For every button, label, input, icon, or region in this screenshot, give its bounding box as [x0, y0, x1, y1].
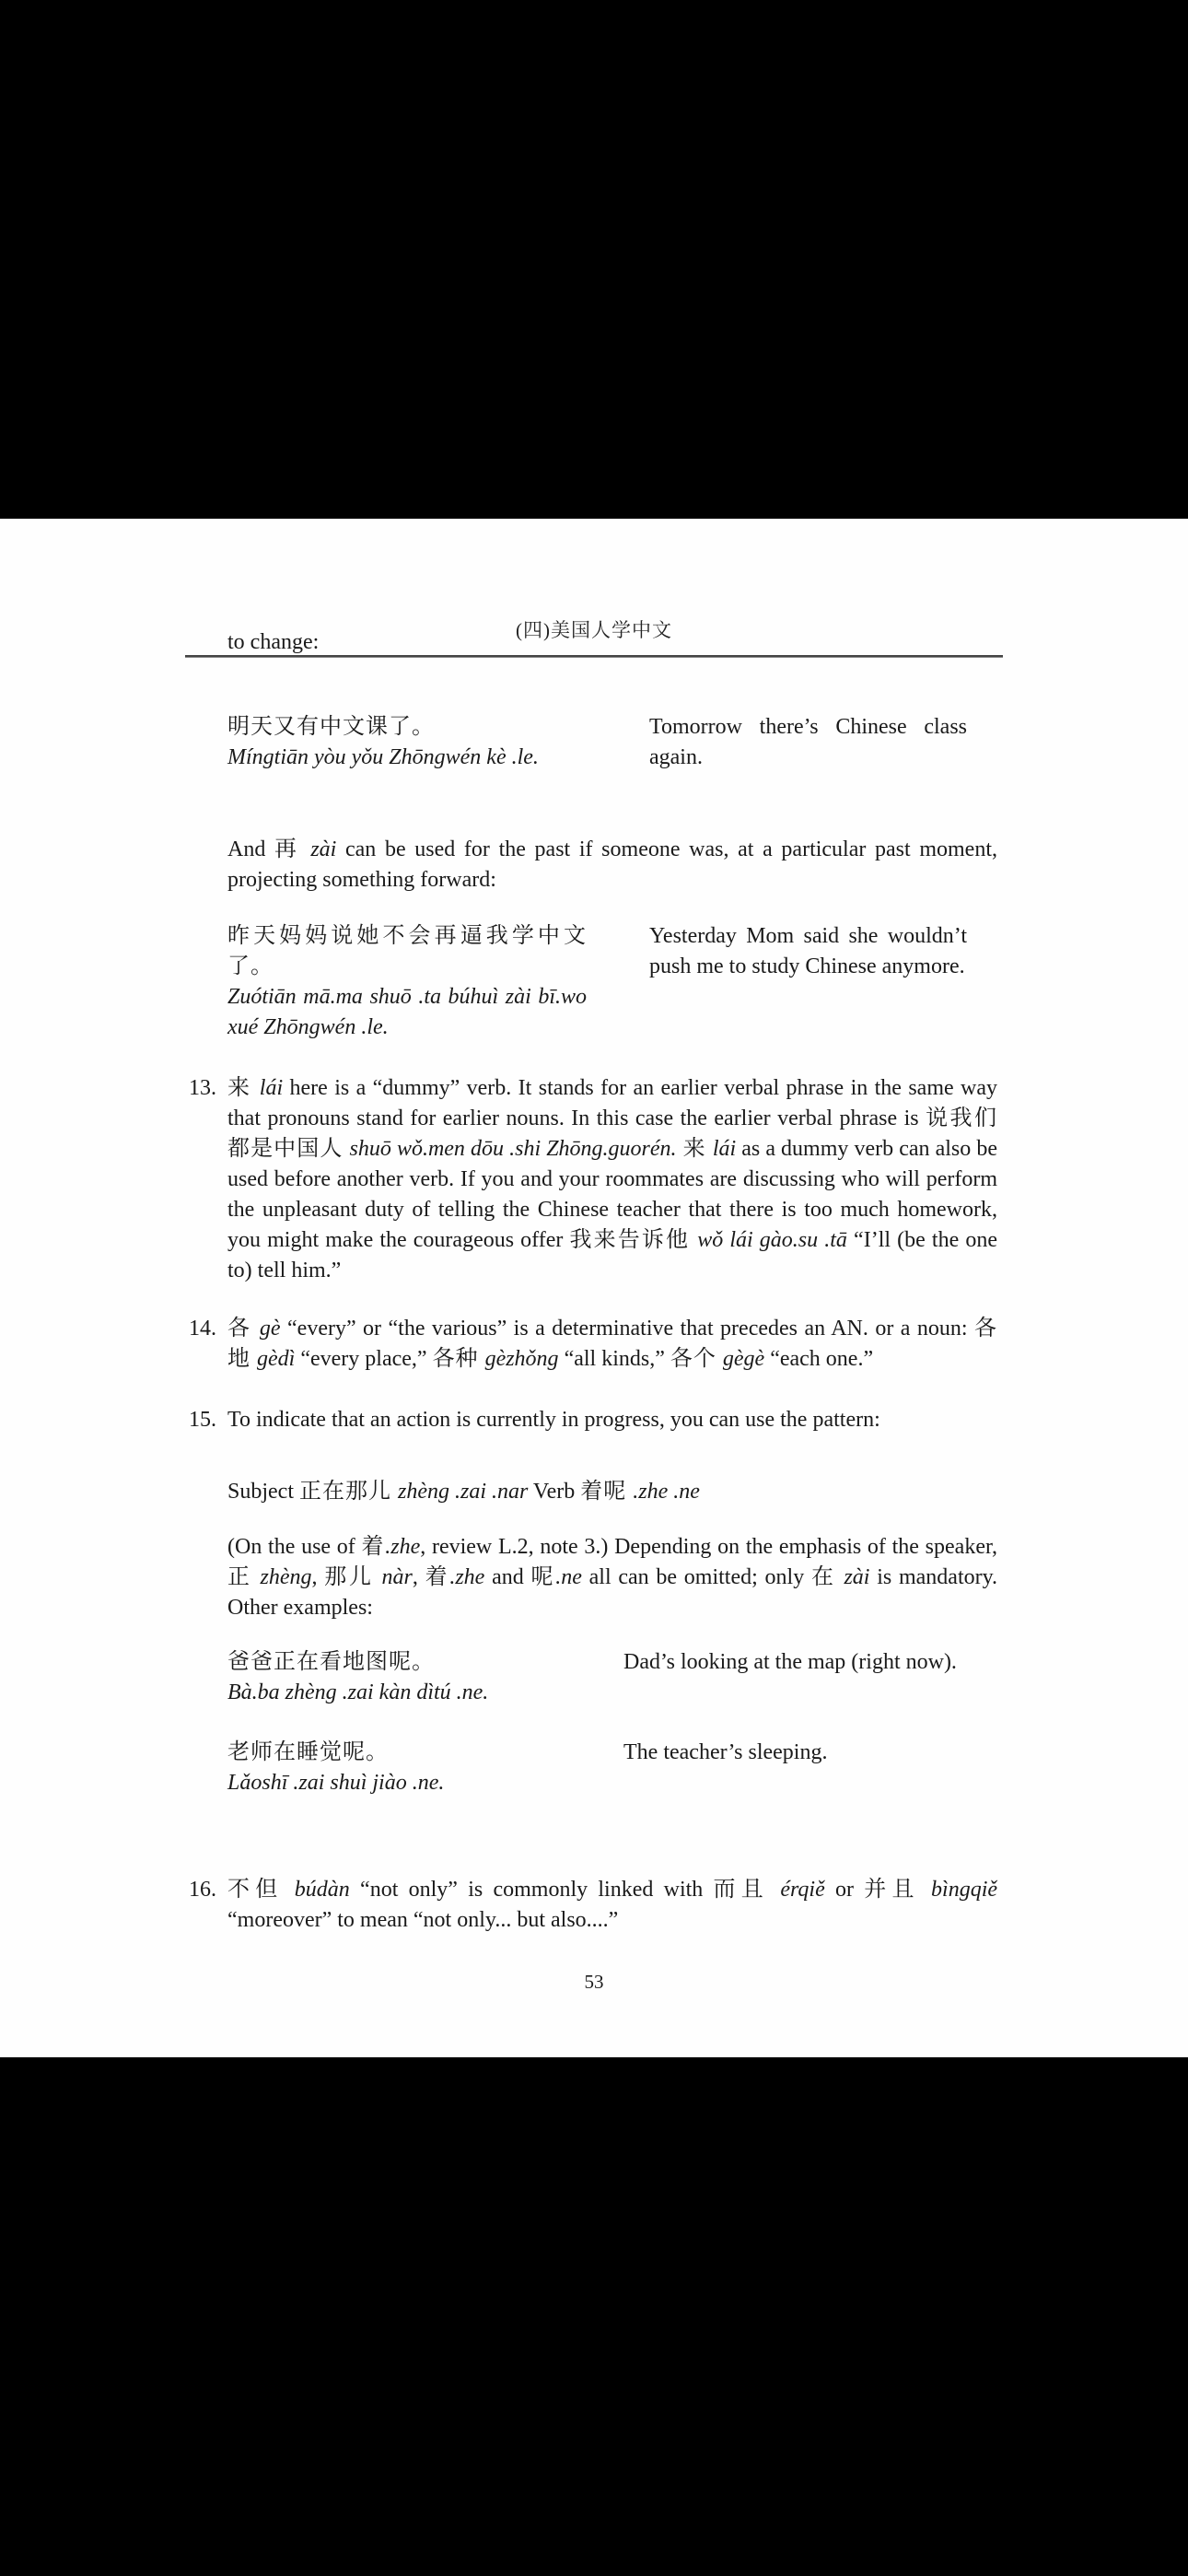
hanzi-run: 说我们都是中国人: [227, 1107, 997, 1161]
pinyin-run: shuō wǒ.men dōu .shi Zhōng.guorén.: [349, 1137, 677, 1161]
note-13-body: [227, 1073, 997, 1286]
text-run: “not only” is commonly linked with: [349, 1878, 714, 1902]
text-run: Verb: [528, 1480, 581, 1504]
hanzi-run: 不但: [227, 1878, 295, 1902]
text-run: “every” or “the various” is a determinative that precedes an AN. or a noun:: [280, 1317, 974, 1341]
pinyin-run: gè: [259, 1317, 281, 1341]
pinyin-run: .ne: [555, 1565, 582, 1589]
note-14-body: [227, 1314, 997, 1375]
hanzi-run: 我来告诉他: [569, 1228, 698, 1252]
hanzi-run: 着: [361, 1535, 386, 1559]
note-15-number: 15.: [189, 1408, 216, 1432]
continuation-text: to change:: [227, 630, 320, 654]
example-4-english: The teacher’s sleeping.: [623, 1740, 828, 1764]
text-run: “each one.”: [764, 1347, 874, 1371]
pinyin-run: érqiě: [780, 1878, 825, 1902]
hanzi-run: 各个: [670, 1347, 723, 1371]
text-run: Subject: [227, 1480, 299, 1504]
text-run: “every place,”: [295, 1347, 433, 1371]
pinyin-run: zhèng .zai .nar: [398, 1480, 529, 1504]
hanzi-run: 着呢: [580, 1480, 634, 1504]
example-1-english: Tomorrow there’s Chinese class again.: [649, 715, 967, 769]
text-run: “moreover” to mean “not only... but also....”: [227, 1908, 619, 1932]
book-page: [0, 519, 1188, 2057]
text-run: “I’ll (be the one to) tell him.”: [227, 1228, 998, 1282]
hanzi-run: 而且: [713, 1878, 781, 1902]
hanzi-run: 正在那儿: [299, 1480, 398, 1504]
pinyin-run: lái: [259, 1076, 284, 1100]
note-13-number: 13.: [189, 1076, 216, 1100]
hanzi-run: 来: [227, 1076, 260, 1100]
text-run: “all kinds,”: [558, 1347, 670, 1371]
note-16-number: 16.: [189, 1878, 216, 1902]
pinyin-run: zhèng: [260, 1565, 312, 1589]
pinyin-run: bìngqiě: [931, 1878, 998, 1902]
hanzi-run: 各种: [432, 1347, 485, 1371]
pinyin-run: nàr: [381, 1565, 413, 1589]
example-1-chinese: [227, 712, 596, 773]
text-run: here is a “dummy” verb. It stands for an earlier verbal phrase in the same way that pronouns stand for earlier nouns. In this case the earlier verbal phrase is: [227, 1076, 998, 1130]
text-run: or: [824, 1878, 865, 1902]
pinyin-run: wǒ lái gào.su .tā: [697, 1228, 847, 1252]
hanzi-run: 来: [676, 1137, 713, 1161]
example-3-chinese: [227, 1647, 596, 1708]
pinyin-run: gègè: [722, 1347, 765, 1371]
note-14-number: 14.: [189, 1317, 216, 1341]
text-run: and: [484, 1565, 531, 1589]
example-3-pinyin: Bà.ba zhèng .zai kàn dìtú .ne.: [227, 1680, 489, 1704]
example-3-english: Dad’s looking at the map (right now).: [623, 1650, 957, 1674]
note-15-explanation: [227, 1532, 997, 1623]
example-1-hanzi: 明天又有中文课了。: [227, 715, 435, 739]
hanzi-run: 各: [227, 1317, 260, 1341]
text-run: as a dummy verb can also be used before another verb. If you and your roommates are discussing who will perform the unpleasant duty of telling the Chinese teacher that there is too much homework, you might make the courageous offer: [227, 1137, 997, 1252]
page-number: 53: [584, 1971, 604, 1993]
note-16-body: [227, 1875, 997, 1936]
example-2-english: Yesterday Mom said she wouldn’t push me to study Chinese anymore.: [649, 924, 967, 978]
pinyin-run: zài: [844, 1565, 870, 1589]
example-2-pinyin: Zuótiān mā.ma shuō .ta búhuì zài bī.wo xué Zhōngwén .le.: [227, 985, 587, 1039]
text-run: ,: [412, 1565, 425, 1589]
text-run: (On the use of: [227, 1535, 362, 1559]
example-2-hanzi: 昨天妈妈说她不会再逼我学中文了。: [227, 924, 587, 978]
paragraph-zai: And 再 zài can be used for the past if someone was, at a particular past moment, projecting something forward:: [227, 837, 998, 892]
hanzi-run: 各地: [227, 1317, 997, 1371]
hanzi-run: 并且: [864, 1878, 932, 1902]
text-run: ,: [311, 1565, 325, 1589]
hanzi-run: 那儿: [324, 1565, 382, 1589]
example-3-hanzi: 爸爸正在看地图呢。: [227, 1650, 435, 1674]
pinyin-run: gèdì: [257, 1347, 296, 1371]
note-15-body: To indicate that an action is currently in progress, you can use the pattern:: [227, 1408, 880, 1432]
example-4-chinese: [227, 1738, 596, 1798]
pinyin-run: .zhe .ne: [633, 1480, 700, 1504]
text-run: is mandatory. Other examples:: [227, 1565, 998, 1620]
pinyin-run: gèzhǒng: [484, 1347, 559, 1371]
pinyin-run: lái: [712, 1137, 737, 1161]
hanzi-run: 正: [227, 1565, 261, 1589]
pinyin-run: búdàn: [294, 1878, 350, 1902]
pattern-line: [227, 1477, 997, 1507]
pinyin-run: .zhe: [449, 1565, 485, 1589]
text-run: all can be omitted; only: [581, 1565, 811, 1589]
example-4-pinyin: Lǎoshī .zai shuì jiào .ne.: [227, 1771, 445, 1795]
hanzi-run: 着: [425, 1565, 450, 1589]
hanzi-run: 呢: [530, 1565, 556, 1589]
pinyin-run: .zhe: [385, 1535, 421, 1559]
hanzi-run: 在: [810, 1565, 844, 1589]
text-run: , review L.2, note 3.) Depending on the emphasis of the speaker,: [420, 1535, 997, 1559]
example-4-hanzi: 老师在睡觉呢。: [227, 1740, 389, 1764]
example-2-chinese: [227, 921, 587, 1043]
running-header: (四)美国人学中文: [516, 619, 672, 641]
example-1-pinyin: Míngtiān yòu yǒu Zhōngwén kè .le.: [227, 745, 539, 769]
